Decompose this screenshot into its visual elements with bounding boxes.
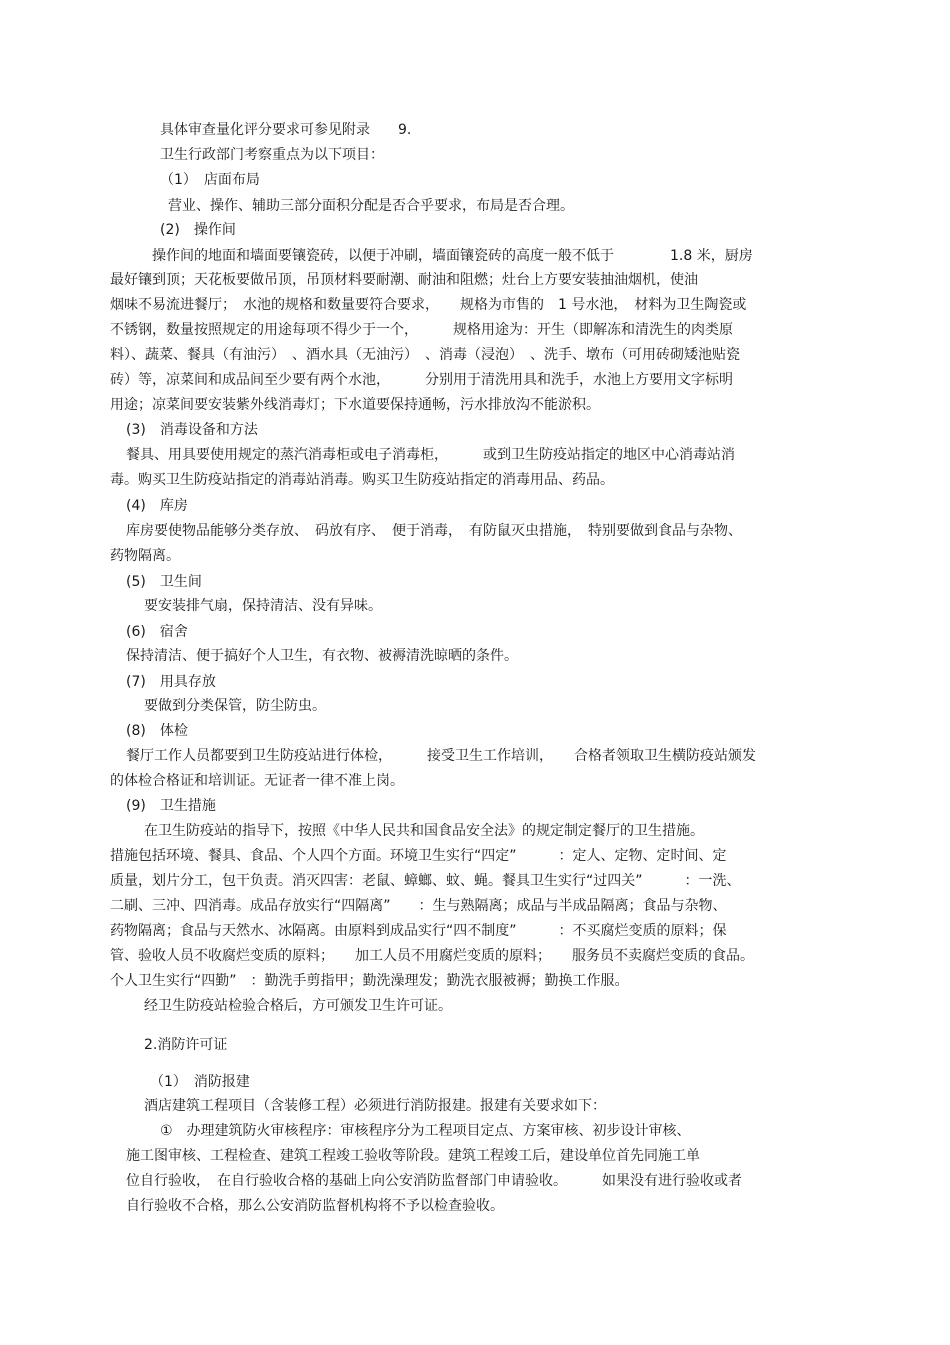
text-line: 不锈钢，数量按照规定的用途每项不得少于一个， 规格用途为：开生（即解冻和清洗生的肉类原 [110,322,733,338]
section-heading: (7) 用具存放 [126,674,216,690]
section-heading: (9) 卫生措施 [126,798,216,814]
text-line: 料）、蔬菜、餐具（有油污） 、酒水具（无油污） 、消毒（浸泡） 、洗手、墩布（可用砖砌矮池贴瓷 [110,347,740,363]
text-line: 的体检合格证和培训证。无证者一律不准上岗。 [110,773,404,789]
section-heading: （1） 店面布局 [160,172,260,188]
text-line: 药物隔离。 [110,548,180,564]
text-line: 砖）等，凉菜间和成品间至少要有两个水池， 分别用于清洗用具和洗手，水池上方要用文字标明 [110,372,733,388]
text-line: 措施包括环境、餐具、食品、个人四个方面。环境卫生实行“四定” ：定人、定物、定时间、定 [110,848,727,864]
text-line: ① 办理建筑防火审核程序：审核程序分为工程项目定点、方案审核、初步设计审核、 [160,1123,691,1139]
section-heading: (6) 宿舍 [126,624,188,640]
text-line: 自行验收不合格，那么公安消防监督机构将不予以检查验收。 [126,1198,504,1214]
text-line: 经卫生防疫站检验合格后，方可颁发卫生许可证。 [144,998,452,1014]
text-line: 餐厅工作人员都要到卫生防疫站进行体检， 接受卫生工作培训， 合格者领取卫生横防疫站颁发 [126,748,756,764]
section-heading: (8) 体检 [126,723,188,739]
text-line: 卫生行政部门考察重点为以下项目： [160,147,384,163]
section-heading: （1） 消防报建 [150,1074,250,1090]
text-line: 用途；凉菜间要安装紫外线消毒灯；下水道要保持通畅，污水排放沟不能淤积。 [110,397,600,413]
section-heading: (2) 操作间 [160,222,236,238]
section-heading: (5) 卫生间 [126,574,202,590]
text-line: 库房要使物品能够分类存放、 码放有序、 便于消毒， 有防鼠灭虫措施， 特别要做到食品与杂物、 [126,523,742,539]
section-heading: 2.消防许可证 [144,1037,228,1053]
section-heading: (4) 库房 [126,498,188,514]
text-line: 要安装排气扇，保持清洁、没有异味。 [144,598,382,614]
text-line: 操作间的地面和墙面要镶瓷砖，以便于冲刷，墙面镶瓷砖的高度一般不低于 1.8 米，厨房 [152,248,753,264]
text-line: 在卫生防疫站的指导下，按照《中华人民共和国食品安全法》的规定制定餐厅的卫生措施。 [144,823,704,839]
text-line: 烟味不易流进餐厅； 水池的规格和数量要符合要求， 规格为市售的 1 号水池， 材料为卫生陶瓷或 [110,297,747,313]
text-line: 二刷、三冲、四消毒。成品存放实行“四隔离” ：生与熟隔离；成品与半成品隔离；食品与杂物、 [110,898,727,914]
text-line: 管、验收人员不收腐烂变质的原料； 加工人员不用腐烂变质的原料； 服务员不卖腐烂变质的食品。 [110,948,754,964]
text-line: 施工图审核、工程检查、建筑工程竣工验收等阶段。建筑工程竣工后，建设单位首先同施工单 [126,1148,700,1164]
text-line: 餐具、用具要使用规定的蒸汽消毒柜或电子消毒柜， 或到卫生防疫站指定的地区中心消毒站消 [126,447,735,463]
text-line: 要做到分类保管，防尘防虫。 [144,698,326,714]
text-line: 具体审查量化评分要求可参见附录 9. [160,122,412,138]
text-line: 最好镶到顶；天花板要做吊顶，吊顶材料要耐潮、耐油和阻燃；灶台上方要安装抽油烟机，使油 [110,272,698,288]
text-line: 个人卫生实行“四勤” ：勤洗手剪指甲；勤洗澡理发；勤洗衣服被褥；勤换工作服。 [110,973,629,989]
text-line: 毒。购买卫生防疫站指定的消毒站消毒。购买卫生防疫站指定的消毒用品、药品。 [110,472,614,488]
text-line: 质量，划片分工，包干负责。消灭四害：老鼠、蟑螂、蚊、蝇。餐具卫生实行“过四关” ：一洗、 [110,873,741,889]
text-line: 保持清洁、便于搞好个人卫生，有衣物、被褥清洗晾晒的条件。 [126,648,518,664]
text-line: 位自行验收， 在自行验收合格的基础上向公安消防监督部门申请验收。 如果没有进行验收或者 [126,1173,742,1189]
text-line: 营业、操作、辅助三部分面积分配是否合乎要求，布局是否合理。 [168,198,574,214]
section-heading: (3) 消毒设备和方法 [126,422,258,438]
text-line: 酒店建筑工程项目（含装修工程）必须进行消防报建。报建有关要求如下： [144,1098,606,1114]
text-line: 药物隔离；食品与天然水、冰隔离。由原料到成品实行“四不制度” ：不买腐烂变质的原料；保 [110,923,727,939]
